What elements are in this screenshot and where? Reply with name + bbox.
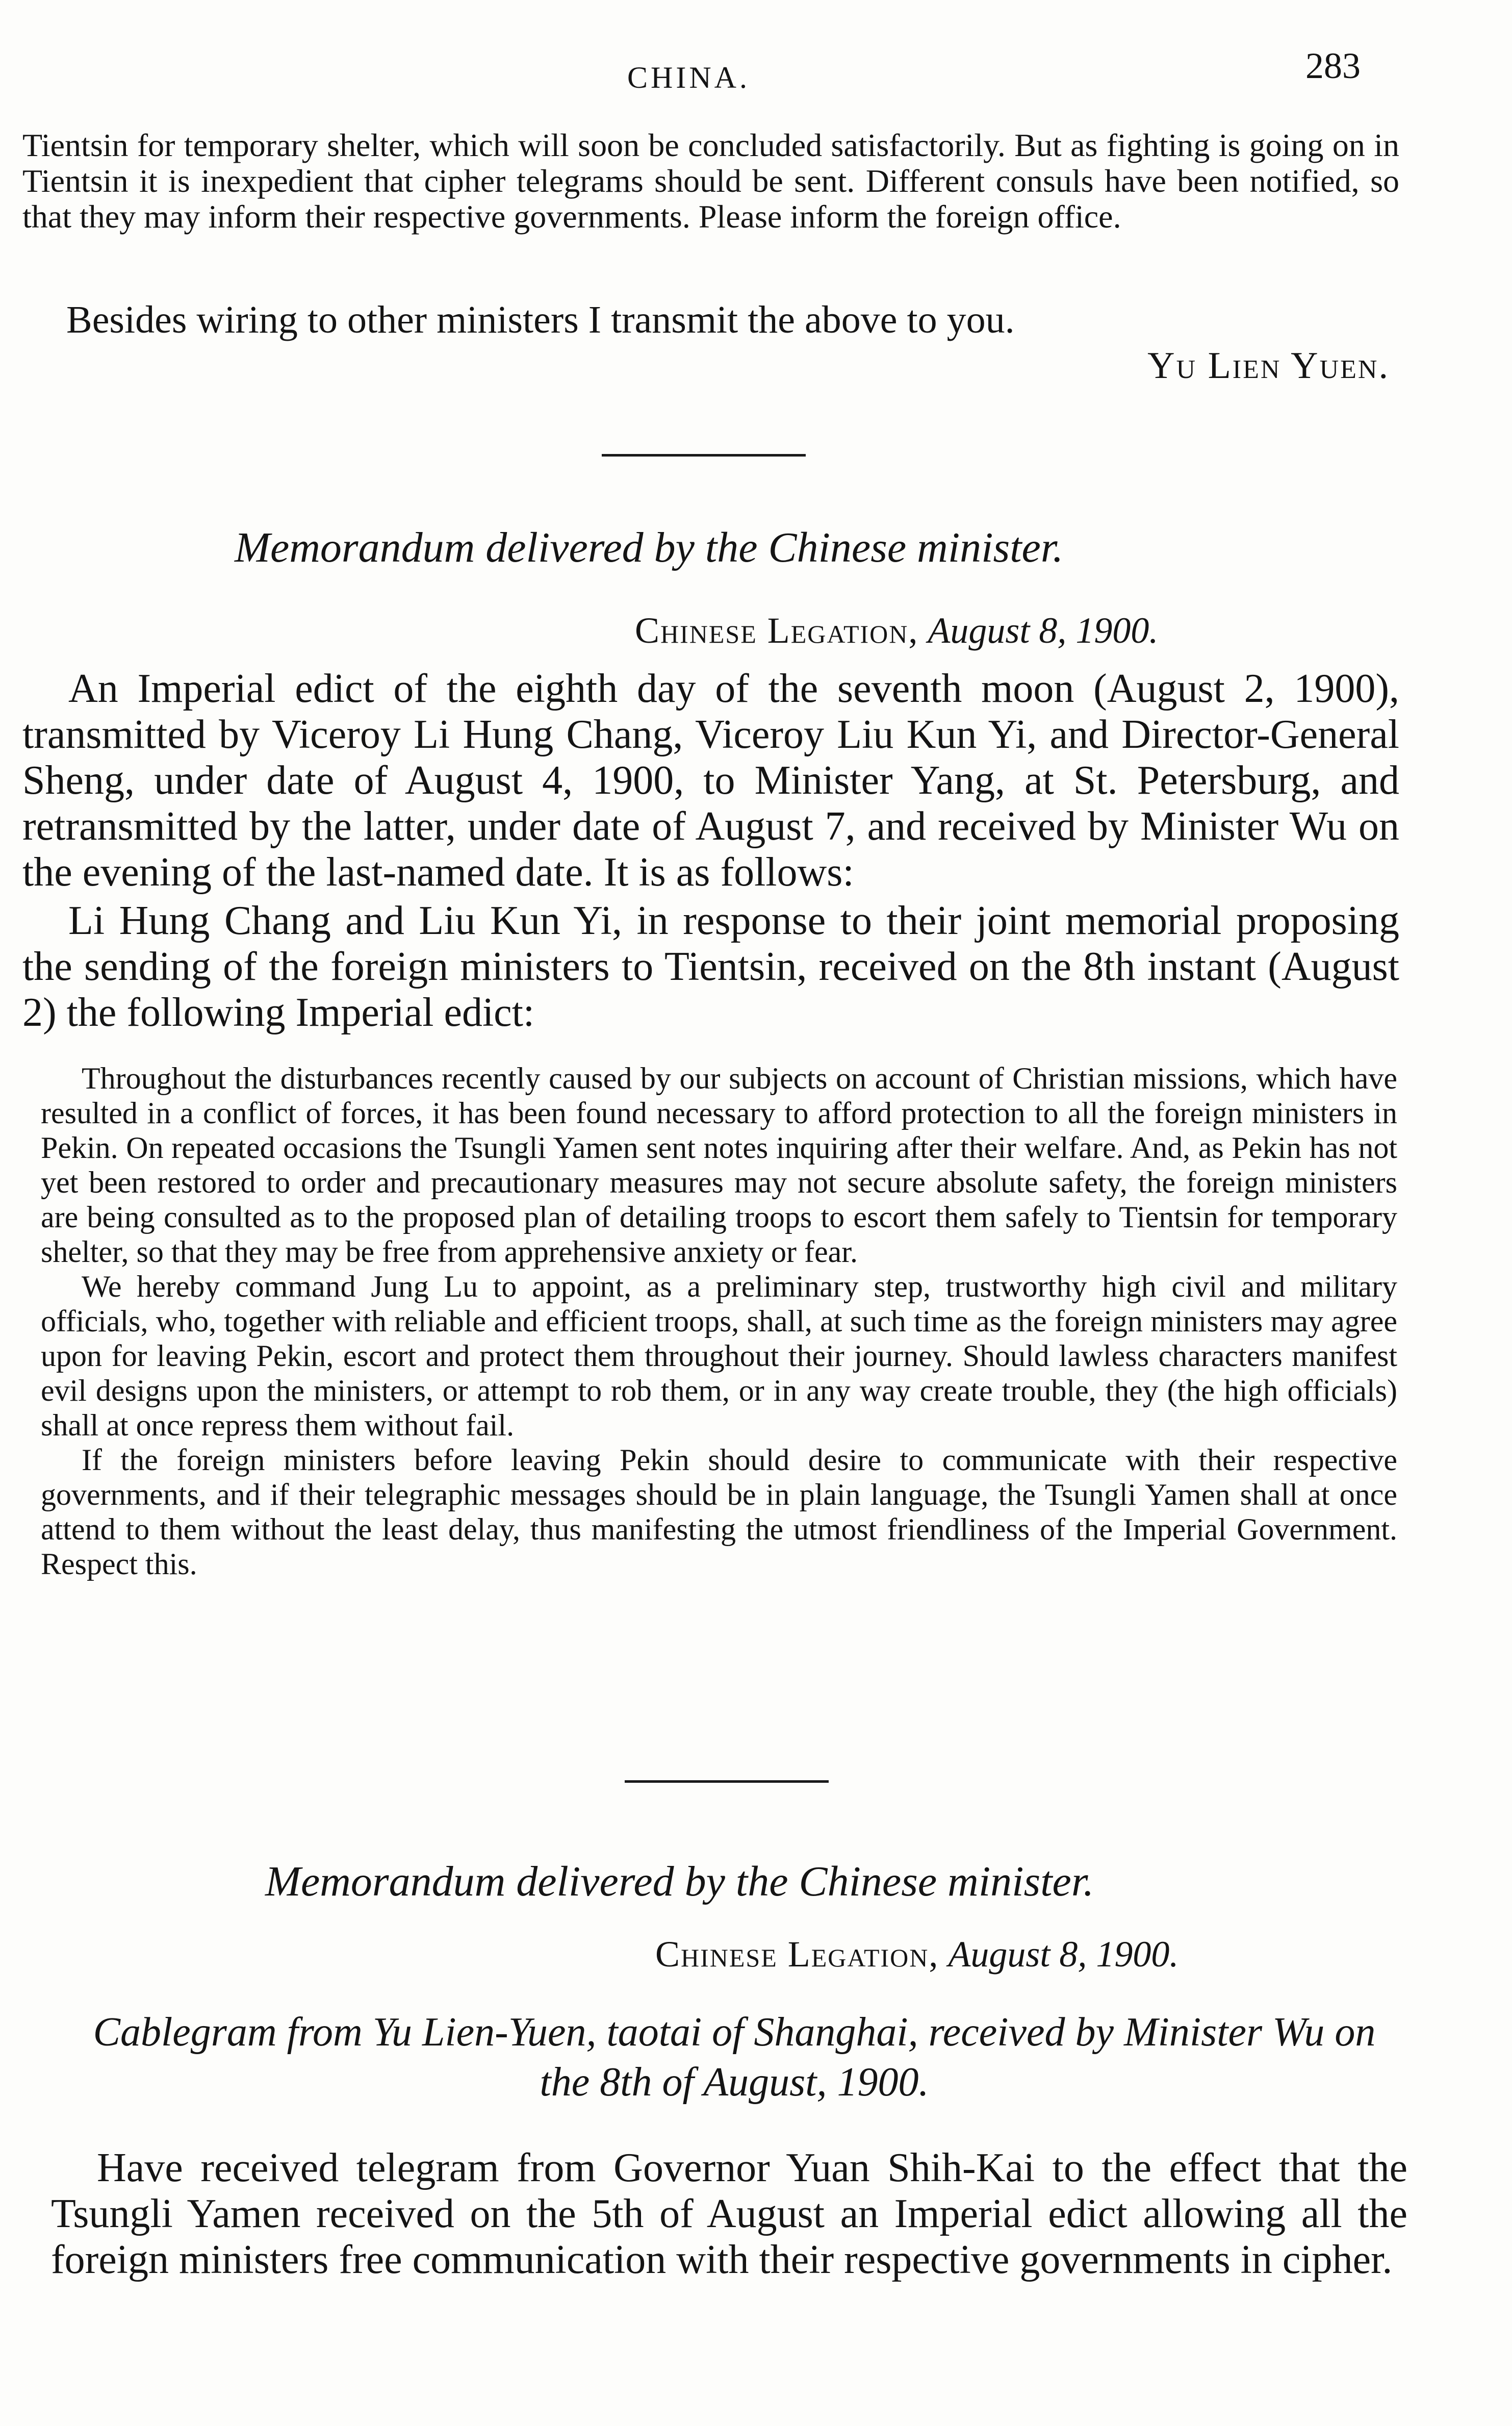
imperial-edict bbox=[41, 1061, 1397, 1581]
section-divider bbox=[625, 1780, 829, 1783]
running-header: CHINA. bbox=[627, 61, 750, 94]
legation-name: Chinese Legation, bbox=[655, 1934, 939, 1975]
edict-paragraph: We hereby command Jung Lu to appoint, as a preliminary step, trustworthy high civil and military officials, who, together with reliable and efficient troops, shall, at such time as the foreign ministers may agree upon for leaving Pekin, escort and protect them throughout their journey. Should lawless characters manifest evil designs upon the ministers, or attempt to rob them, or in any way create trouble, they (the high officials) shall at once repress them without fail. bbox=[41, 1270, 1397, 1442]
page-number: 283 bbox=[1305, 45, 1361, 86]
section-divider bbox=[602, 454, 806, 457]
legation-dateline bbox=[655, 1933, 1178, 1976]
signature: Yu Lien Yuen. bbox=[1147, 345, 1390, 387]
cablegram-body: Have received telegram from Governor Yuan Shih-Kai to the effect that the Tsungli Yamen received on the 5th of August an Imperial edict allowing all the foreign ministers free communication with their respective governments in cipher. bbox=[51, 2145, 1407, 2282]
continued-paragraph: Tientsin for temporary shelter, which will soon be concluded satisfactorily. But as fighting is going on in Tientsin it is inexpedient that cipher telegrams should be sent. Different consuls have been notified, so that they may inform their respective governments. Please inform the foreign office. bbox=[22, 127, 1399, 235]
cablegram-title: Cablegram from Yu Lien-Yuen, taotai of Shanghai, received by Minister Wu on the 8th of August, 1900. bbox=[93, 2010, 1376, 2105]
memo-title: Memorandum delivered by the Chinese minister. bbox=[235, 524, 1064, 571]
legation-date: August 8, 1900. bbox=[928, 610, 1159, 651]
memo-title: Memorandum delivered by the Chinese minister. bbox=[265, 1858, 1094, 1905]
edict-paragraph: Throughout the disturbances recently caused by our subjects on account of Christian missions, which have resulted in a conflict of forces, it has been found necessary to afford protection to all the foreign ministers in Pekin. On repeated occasions the Tsungli Yamen sent notes inquiring after their welfare. And, as Pekin has not yet been restored to order and precautionary measures may not secure absolute safety, the foreign ministers are being consulted as to the proposed plan of detailing troops to escort them safely to Tientsin for temporary shelter, so that they may be free from apprehensive anxiety or fear. bbox=[41, 1062, 1397, 1269]
legation-date: August 8, 1900. bbox=[948, 1934, 1179, 1975]
memo-intro: An Imperial edict of the eighth day of the seventh moon (August 2, 1900), transmitted by Viceroy Li Hung Chang, Viceroy Liu Kun Yi, and Director-General Sheng, under date of August 4, 1900, to Minister Yang, at St. Petersburg, and retransmitted by the latter, under date of August 7, and received by Minister Wu on the evening of the last-named date. It is as follows: bbox=[22, 666, 1399, 895]
legation-dateline bbox=[635, 610, 1158, 652]
memo-intro-second: Li Hung Chang and Liu Kun Yi, in response to their joint memorial proposing the sending of the foreign ministers to Tientsin, received on the 8th instant (August 2) the following Imperial edict: bbox=[22, 898, 1399, 1035]
edict-paragraph: If the foreign ministers before leaving Pekin should desire to communicate with their respective governments, and if their telegraphic messages should be in plain language, the Tsungli Yamen shall at once attend to them without the least delay, thus manifesting the utmost friendliness of the Imperial Government. Respect this. bbox=[41, 1443, 1397, 1581]
transmit-line: Besides wiring to other ministers I transmit the above to you. bbox=[66, 298, 1015, 341]
legation-name: Chinese Legation, bbox=[635, 610, 919, 651]
